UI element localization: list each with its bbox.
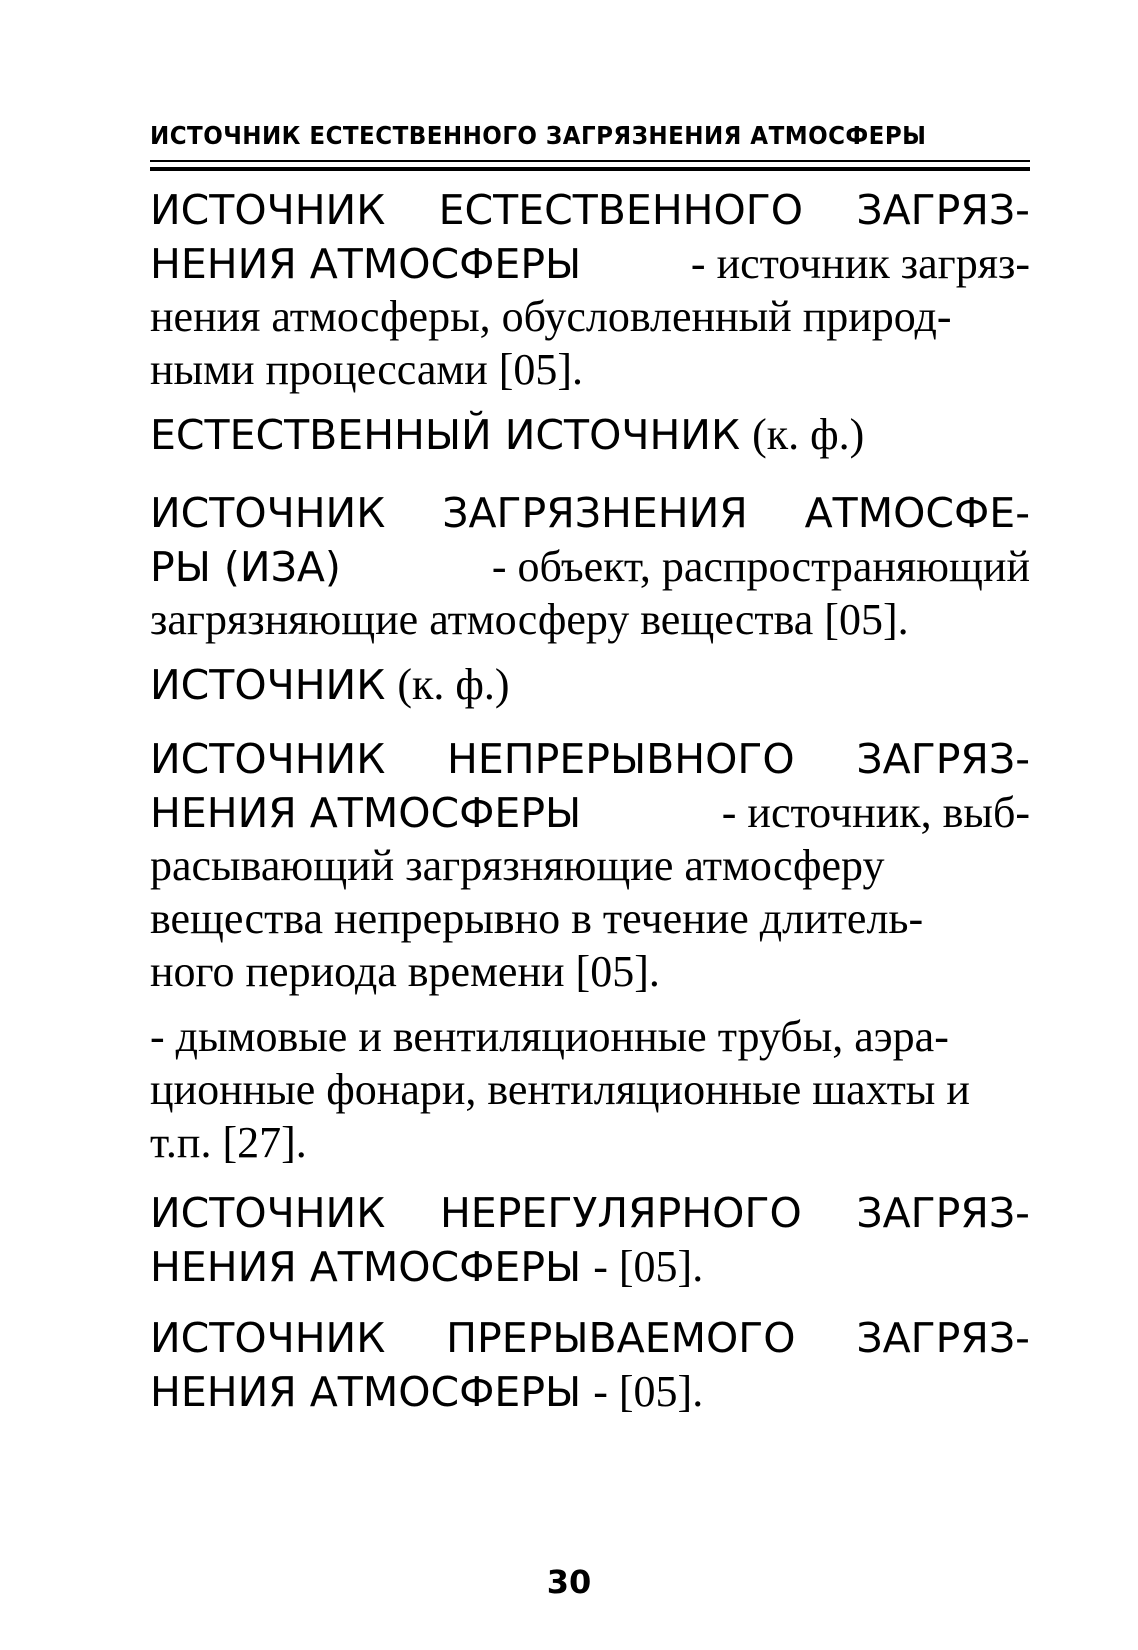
dictionary-entry-interrupted-source: [150, 1312, 1030, 1418]
definition-text: - [05].: [593, 1242, 704, 1291]
term-word: ЗАГРЯЗ-: [856, 186, 1030, 234]
definition-text: вещества непрерывно в течение длитель-: [150, 894, 924, 943]
term-text: НЕНИЯ АТМОСФЕРЫ: [150, 1243, 582, 1291]
cross-reference-note: (к. ф.): [752, 410, 865, 459]
term-word: ИСТОЧНИК: [150, 489, 386, 537]
entry-line: [150, 945, 1030, 998]
entry-line: [150, 658, 1030, 711]
definition-text: нения атмосферы, обусловленный природ-: [150, 292, 952, 341]
entry-line: [150, 892, 1030, 945]
term-word: ИСТОЧНИК: [150, 735, 386, 783]
entry-note-examples: [150, 1010, 1030, 1169]
dictionary-entry-natural-source: [150, 184, 1030, 396]
entry-line: [150, 1365, 1030, 1418]
term-word: ЗАГРЯЗ-: [856, 735, 1030, 783]
dictionary-entry-irregular-source: [150, 1187, 1030, 1293]
cross-reference-source: [150, 658, 1030, 711]
definition-text: - [05].: [593, 1367, 704, 1416]
cross-reference-note: (к. ф.): [397, 660, 510, 709]
term-text: НЕНИЯ АТМОСФЕРЫ: [150, 789, 582, 837]
header-rule-thick: [150, 167, 1030, 171]
definition-text: - источник, выб-: [721, 788, 1030, 837]
note-text: ционные фонари, вентиляционные шахты и: [150, 1065, 970, 1114]
entry-line: [150, 184, 1030, 237]
note-text: - дымовые и вентиляционные трубы, аэра-: [150, 1012, 949, 1061]
term-word: ИСТОЧНИК: [150, 1314, 386, 1362]
entry-line: [150, 733, 1030, 786]
entry-line: [150, 487, 1030, 540]
page-number: 30: [546, 1563, 592, 1601]
entry-line: [150, 839, 1030, 892]
term-word: НЕПРЕРЫВНОГО: [447, 735, 795, 783]
term-word: ИСТОЧНИК: [150, 186, 386, 234]
definition-text: загрязняющие атмосферу вещества [05].: [150, 595, 909, 644]
entry-line: [150, 290, 1030, 343]
entry-line: [150, 1312, 1030, 1365]
cross-reference-natural-source: [150, 408, 1030, 461]
dictionary-entry-air-pollution-source: [150, 487, 1030, 646]
term-word: ИСТОЧНИК: [150, 1189, 386, 1237]
term-word: ЗАГРЯЗ-: [856, 1314, 1030, 1362]
running-head: ИСТОЧНИК ЕСТЕСТВЕННОГО ЗАГРЯЗНЕНИЯ АТМОСФЕРЫ: [150, 121, 927, 150]
definition-text: - объект, распространяющий: [491, 542, 1030, 591]
definition-text: - источник загряз-: [690, 239, 1030, 288]
entry-line: [150, 408, 1030, 461]
term-word: АТМОСФЕ-: [804, 489, 1030, 537]
entry-line: [150, 593, 1030, 646]
term-text: РЫ (ИЗА): [150, 543, 341, 591]
header-rule-thin: [150, 160, 1030, 162]
definition-text: ного периода времени [05].: [150, 947, 660, 996]
note-text: т.п. [27].: [150, 1118, 307, 1167]
entry-line: [150, 786, 1030, 839]
dictionary-entry-continuous-source: [150, 733, 1030, 998]
term-word: ЗАГРЯЗ-: [856, 1189, 1030, 1237]
entry-line: [150, 237, 1030, 290]
cross-reference-term: ИСТОЧНИК: [150, 661, 386, 709]
term-text: НЕНИЯ АТМОСФЕРЫ: [150, 1368, 582, 1416]
term-word: ЗАГРЯЗНЕНИЯ: [442, 489, 748, 537]
entry-line: [150, 343, 1030, 396]
definition-text: ными процессами [05].: [150, 345, 584, 394]
entry-line: [150, 1187, 1030, 1240]
entry-line: [150, 1010, 1030, 1063]
term-text: НЕНИЯ АТМОСФЕРЫ: [150, 240, 582, 288]
cross-reference-term: ЕСТЕСТВЕННЫЙ ИСТОЧНИК: [150, 411, 741, 459]
entry-line: [150, 1063, 1030, 1116]
term-word: ПРЕРЫВАЕМОГО: [446, 1314, 796, 1362]
term-word: НЕРЕГУЛЯРНОГО: [439, 1189, 802, 1237]
entry-line: [150, 1116, 1030, 1169]
definition-text: расывающий загрязняющие атмосферу: [150, 841, 885, 890]
entry-line: [150, 1240, 1030, 1293]
entry-line: [150, 540, 1030, 593]
term-word: ЕСТЕСТВЕННОГО: [438, 186, 804, 234]
